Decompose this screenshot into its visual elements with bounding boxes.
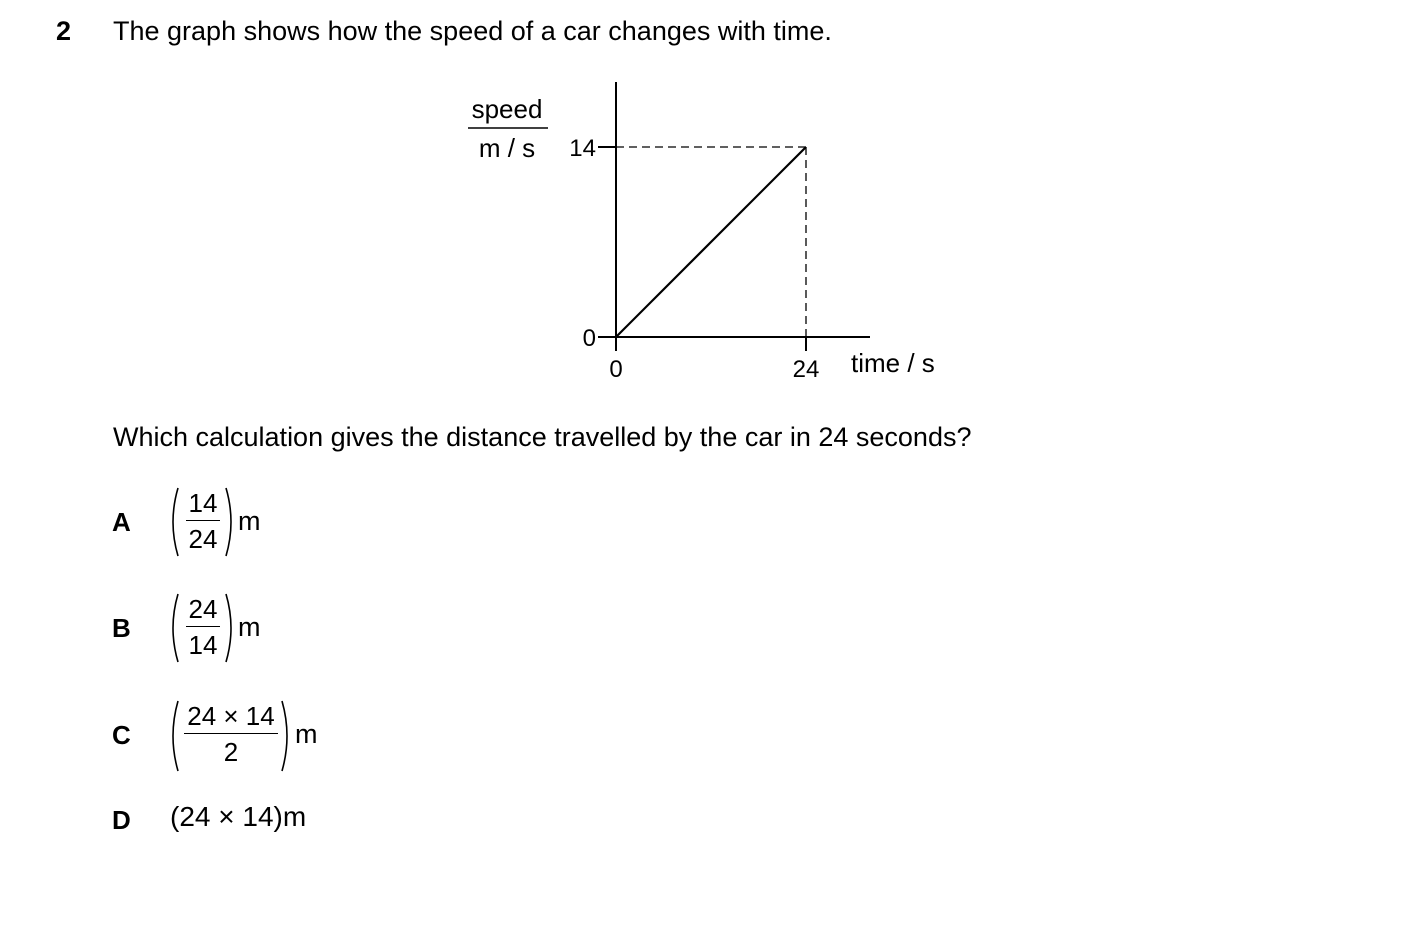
y-tick-label-0: 0 [582, 325, 596, 352]
option-b-right-paren [224, 592, 238, 664]
option-c-fraction-bar [184, 733, 278, 734]
option-b-letter: B [112, 613, 131, 643]
option-a-numerator: 14 [188, 488, 218, 518]
y-axis-label-bottom: m / s [478, 133, 536, 163]
option-b-left-paren [166, 592, 180, 664]
option-d-right-paren: ) [273, 801, 283, 832]
y-axis-label-top: speed [471, 94, 543, 124]
question-number: 2 [56, 16, 72, 46]
option-c-unit: m [295, 719, 318, 749]
y-tick-label-14: 14 [569, 135, 596, 162]
option-c-right-paren [280, 699, 294, 773]
option-c-letter: C [112, 720, 131, 750]
option-b-denominator: 14 [188, 630, 218, 661]
option-d-expression: 24 × 14 [179, 801, 274, 832]
speed-time-graph [0, 0, 1403, 420]
option-b-numerator: 24 [188, 594, 218, 624]
option-b-fraction-bar [186, 626, 220, 627]
option-a-right-paren [224, 486, 238, 558]
option-c-denominator: 2 [223, 737, 239, 768]
option-b-fraction [186, 594, 220, 661]
option-c-numerator: 24 × 14 [187, 701, 275, 731]
x-axis-label: time / s [851, 348, 935, 378]
x-tick-label-0: 0 [609, 356, 623, 383]
option-a-left-paren [166, 486, 180, 558]
option-d-letter: D [112, 805, 131, 835]
option-c-fraction [184, 701, 278, 768]
speed-time-line [616, 147, 806, 337]
option-a-fraction-bar [186, 520, 220, 521]
option-d-expression-group [170, 801, 306, 833]
option-a-unit: m [238, 506, 261, 536]
option-d-unit: m [282, 801, 307, 832]
x-tick-label-24: 24 [792, 356, 820, 383]
question-stem: The graph shows how the speed of a car changes with time. [113, 16, 832, 46]
option-d-left-paren: ( [170, 801, 180, 832]
option-a-letter: A [112, 507, 131, 537]
option-c-left-paren [166, 699, 180, 773]
option-a-denominator: 24 [188, 524, 218, 555]
option-a-fraction [186, 488, 220, 555]
question-prompt: Which calculation gives the distance travelled by the car in 24 seconds? [113, 422, 972, 452]
option-b-unit: m [238, 612, 261, 642]
